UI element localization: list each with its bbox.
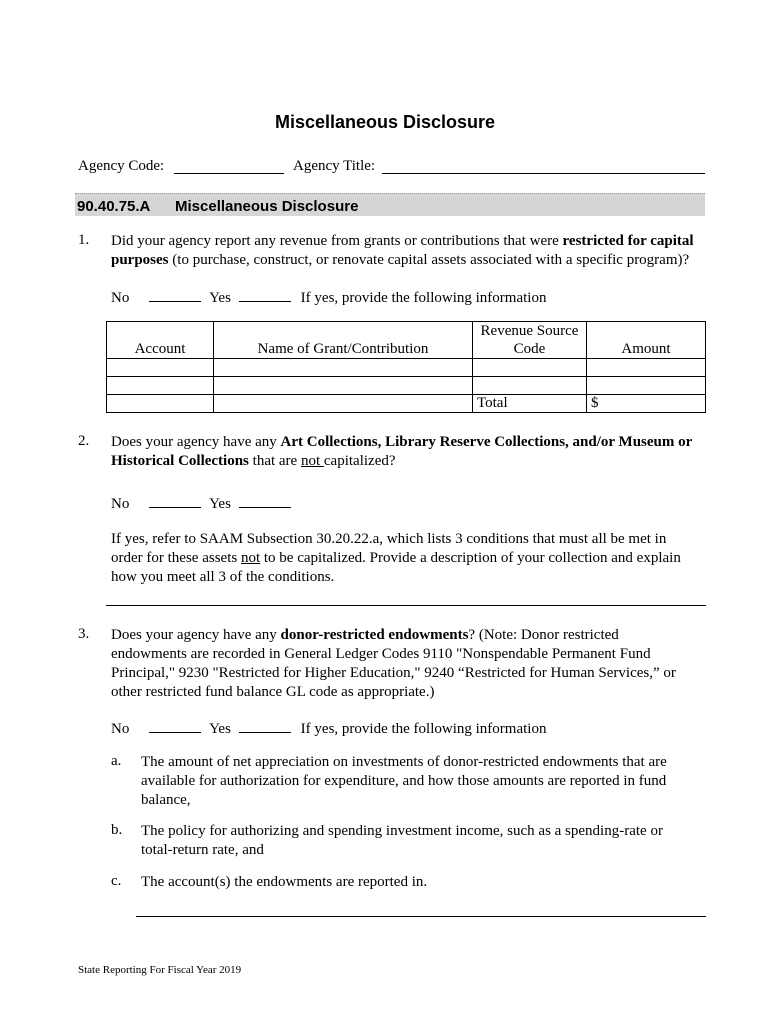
q3-yes-field[interactable] bbox=[239, 718, 291, 733]
q1-no-field[interactable] bbox=[149, 287, 201, 302]
q3-yes-no bbox=[111, 718, 546, 738]
agency-code-field[interactable] bbox=[174, 157, 284, 174]
q2-note: If yes, refer to SAAM Subsection 30.20.22.a, which lists 3 conditions that must all be met in order for these assets not to be capitalized. Provide a description of your collection and explain how you meet all 3 of the conditions. bbox=[111, 531, 681, 585]
q3-item-c-text: The account(s) the endowments are reported in. bbox=[141, 874, 428, 890]
agency-code-label: Agency Code: bbox=[78, 158, 165, 174]
q1-if-yes: If yes, provide the following information bbox=[300, 290, 547, 306]
agency-title-field[interactable] bbox=[382, 157, 705, 174]
col-account: Account bbox=[107, 322, 214, 359]
q3-item-a-letter: a. bbox=[111, 753, 122, 769]
col-revenue-source-code: Revenue Source Code bbox=[473, 322, 587, 359]
table-cell[interactable] bbox=[214, 395, 473, 413]
q3-item-a-text: The amount of net appreciation on investments of donor-restricted endowments that are available for authorization for expenditure, and how those amounts are reported in fund balance, bbox=[141, 754, 667, 808]
q3-item-c-letter: c. bbox=[111, 873, 122, 889]
section-code: 90.40.75.A bbox=[77, 198, 151, 215]
col-grant-name: Name of Grant/Contribution bbox=[214, 322, 473, 359]
q1-yes-field[interactable] bbox=[239, 287, 291, 302]
q3-item-b-text: The policy for authorizing and spending investment income, such as a spending-rate or total-return rate, and bbox=[141, 823, 663, 858]
page-footer: State Reporting For Fiscal Year 2019 bbox=[78, 964, 242, 976]
q3-answer-line[interactable] bbox=[136, 916, 706, 917]
table-cell[interactable] bbox=[473, 359, 587, 377]
table-cell[interactable] bbox=[587, 359, 706, 377]
q2-answer-line[interactable] bbox=[106, 605, 706, 606]
q2-yes-label: Yes bbox=[209, 496, 231, 512]
section-name: Miscellaneous Disclosure bbox=[175, 198, 359, 215]
q3-text: Does your agency have any donor-restricted endowments? (Note: Donor restricted endowments are recorded in General Ledger Codes 9110 "Nonspendable Permanent Fund Principal," 9230 "Restricted for Higher Education," 9240 “Restricted for Human Services,” or other restricted fund balance GL code as appropriate.) bbox=[111, 627, 676, 700]
table-cell[interactable] bbox=[107, 395, 214, 413]
q2-number: 2. bbox=[78, 433, 90, 449]
q2-no-field[interactable] bbox=[149, 493, 201, 508]
table-row-total bbox=[107, 395, 706, 413]
q1-yes-label: Yes bbox=[209, 290, 231, 306]
total-label: Total bbox=[473, 395, 587, 413]
q2-no-label: No bbox=[111, 496, 130, 512]
table-row bbox=[107, 359, 706, 377]
table-cell[interactable] bbox=[107, 377, 214, 395]
q1-yes-no bbox=[111, 287, 546, 307]
table-row bbox=[107, 377, 706, 395]
table-cell[interactable] bbox=[107, 359, 214, 377]
table-cell[interactable] bbox=[214, 377, 473, 395]
q3-number: 3. bbox=[78, 626, 90, 642]
q3-yes-label: Yes bbox=[209, 721, 231, 737]
page-title: Miscellaneous Disclosure bbox=[274, 112, 496, 132]
col-amount: Amount bbox=[587, 322, 706, 359]
agency-title-label: Agency Title: bbox=[293, 158, 376, 174]
grant-table bbox=[106, 321, 706, 413]
q3-no-label: No bbox=[111, 721, 130, 737]
section-header bbox=[75, 193, 705, 216]
q1-number: 1. bbox=[78, 232, 90, 248]
q2-yes-no bbox=[111, 493, 295, 513]
table-cell[interactable] bbox=[214, 359, 473, 377]
q2-text: Does your agency have any Art Collections, Library Reserve Collections, and/or Museum or Historical Collections that are not capitalized? bbox=[111, 434, 693, 469]
q2-yes-field[interactable] bbox=[239, 493, 291, 508]
table-cell[interactable] bbox=[473, 377, 587, 395]
q1-no-label: No bbox=[111, 290, 130, 306]
q3-no-field[interactable] bbox=[149, 718, 201, 733]
table-cell[interactable] bbox=[587, 377, 706, 395]
q1-text: Did your agency report any revenue from grants or contributions that were restricted for capital purposes (to purchase, construct, or renovate capital assets associated with a specific program)? bbox=[111, 233, 694, 268]
total-amount[interactable]: $ bbox=[587, 395, 706, 413]
q3-item-b-letter: b. bbox=[111, 822, 123, 838]
q3-if-yes: If yes, provide the following information bbox=[300, 721, 547, 737]
